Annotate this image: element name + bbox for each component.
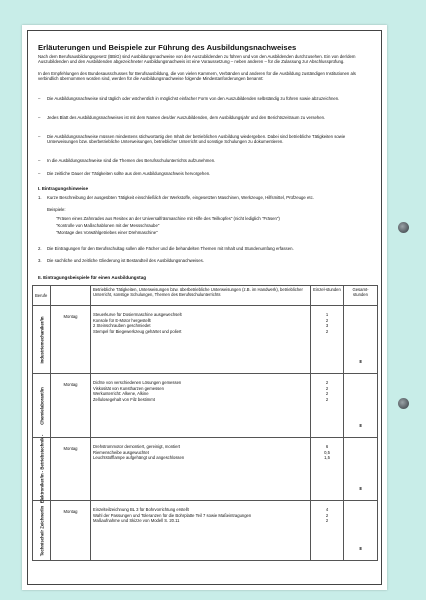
beruf-cell: Industriemechaniker/in [33,306,51,374]
example-item: "Kontrolle von Maßschablonen mit der Messschraube" [56,222,160,228]
hours-value: 1 [325,312,329,317]
activity-line: 2 Steinschrauben geschmiedet [93,323,151,329]
day-cell: Montag [51,438,91,501]
activities-cell [91,374,311,438]
activity-line: Dichte von verschiedenen Lösungen gemessen [93,380,182,385]
hours-value: 0,5 [324,449,330,455]
activities-cell [91,501,311,561]
activity-line: Konsole für E-Motor hergestellt [93,317,151,323]
activity-line: Viskosität von Kunstharzen gemessen [93,385,164,391]
hours-value: 2 [325,518,329,524]
total-cell: 8 [344,306,378,374]
document-sheet [22,25,387,590]
requirement-item: – Die Ausbildungsnachweise sind täglich oder wöchentlich in möglichst einfacher Form von den Auszubildenden selbständig zu führen sowie abzuzeichnen. [38,96,340,101]
header-total-hours: Gesamt-stunden [344,286,378,306]
hours-cell [311,306,344,374]
activity-line: Stempel für Biegewerkzeug gehärtet und poliert [93,328,182,334]
hours-cell [311,501,344,561]
beruf-cell: Chemielaborant/in [33,374,51,438]
requirement-item: – Die zeitliche Dauer der Tätigkeiten sollte aus dem Ausbildungsnachweis hervorgehen. [38,171,211,176]
day-cell: Montag [51,374,91,438]
activities-cell [91,438,311,501]
activities-cell [91,306,311,374]
hours-value: 3 [325,323,329,329]
table-header-row [33,286,378,306]
hours-value: 2 [325,391,329,397]
day-cell: Montag [51,501,91,561]
total-cell: 8 [344,501,378,561]
hours-value: 2 [325,380,329,385]
activity-line: Leuchtstofflampe aufgehängt und angeschlossen [93,455,185,461]
document-frame [27,30,382,585]
day-cell: Montag [51,306,91,374]
section-heading-2: II. Eintragungsbeispiele für einen Ausbildungstag [38,275,147,280]
hours-cell [311,438,344,501]
hours-value: 2 [325,512,329,518]
activity-line: Einzelteilzeichnung BL 3 für Bohrvorrichtung erstellt [93,507,189,512]
hours-cell [311,374,344,438]
examples-label: Beispiele: [47,207,66,212]
activity-line: Zellulosegehalt von Filz bestimmt [93,396,155,402]
activity-line: Wahl der Passungen und Toleranzen für die Bohrplatte Teil 7 sowie Maßeintragungen [93,512,252,518]
beruf-cell: Technische/r Zeichner/in [33,501,51,561]
examples-list [56,216,280,236]
activity-line: Steuerkurve für Dosiermaschine ausgewechselt [93,312,182,317]
table-row [33,374,378,438]
header-day [51,286,91,306]
hours-value: 2 [325,317,329,323]
instruction-item-3: 3. Die sachliche und zeitliche Gliederung ist Bestandteil des Ausbildungsnachweises. [38,258,204,263]
instruction-item-2: 2. Die Eintragungen für den Berufsschultag sollen alle Fächer und die behandelten Themen mit Inhalt und Stundenumfang erfassen. [38,246,294,251]
example-table [32,285,378,561]
header-activity: Betriebliche Tätigkeiten, Unterweisungen bzw. überbetriebliche Unterweisungen (z.B. im Handwerk), betrieblicher Unterricht, sonstige Schulungen, Themen des Berufsschulunterrichts [91,286,311,306]
activity-line: Riemenscheibe ausgewuchtet [93,449,149,455]
hours-value: 2 [325,385,329,391]
activity-line: Maßaufnahme und Skizze von Modell S. 20.11 [93,518,180,524]
intro-paragraph-1: Nach dem Berufsausbildungsgesetz (BBiG) sind Ausbildungsnachweise von den Auszubildenden zu führen und von den Ausbildenden durchzusehen. Ein von der/dem Auszubildenden und den Ausbildenden abgezeichneter Ausbildungsnachweis ist eine Voraussetzung – neben anderen – für die Zulassung zur Abschlussprüfung. [38,54,356,65]
example-item: "Fräsen eines Zahnrades aus Resitex an der Universalfräsmaschine mit Hilfe des Teilkopfes" (nicht lediglich "Fräsen") [56,216,280,221]
requirement-item: – In die Ausbildungsnachweise sind die Themen des Berufsschulunterrichts aufzunehmen. [38,158,216,163]
instruction-item-1: 1. Kurze Beschreibung der ausgeübten Tätigkeit einschließlich der Werkstoffe, eingesetzten Maschinen, Werkzeuge, Hilfsmittel, Prüfzeuge etc. [38,195,314,200]
document-title: Erläuterungen und Beispiele zur Führung des Ausbildungsnachweises [38,43,297,52]
hours-value: 1,5 [324,455,330,461]
header-berufe: Berufe [33,286,51,306]
beruf-cell: Elektroniker/in - Betriebstechnik - [33,438,51,501]
total-cell: 8 [344,438,378,501]
binder-hole-top [398,222,409,233]
hours-value: 2 [325,328,329,334]
activity-line: Werkunterricht: Alkene, Alkine [93,391,149,397]
requirement-item: – Die Ausbildungsnachweise müssen mindestens stichwortartig den Inhalt der betrieblichen Ausbildung wiedergeben. Dabei sind betriebliche Tätigkeiten sowie Unterweisungen bzw. überbetriebliche Unterweisungen, betrieblicher Unterricht und sonstige Schulungen zu dokumentieren. [38,134,346,145]
binder-hole-bottom [398,398,409,409]
activity-line: Drehstrommotor demontiert, gereinigt, montiert [93,444,181,449]
table-row [33,306,378,374]
hours-value: 2 [325,396,329,402]
table-row [33,438,378,501]
requirement-item: – Jedes Blatt des Ausbildungsnachweises ist mit dem Namen des/der Auszubildenden, dem Ausbildungsjahr und den Berichtszeitraum zu versehen. [38,115,326,120]
hours-value: 4 [325,507,329,512]
total-cell: 8 [344,374,378,438]
table-row [33,501,378,561]
hours-value: 6 [325,444,329,449]
example-item: "Montage des Vorwählgetriebes einer Drehmaschine" [56,229,158,235]
section-heading-1: I. Eintragungshinweise [38,186,89,191]
intro-paragraph-2: In den Empfehlungen des Bundesausschusses für Berufsausbildung, die von vielen Kammern, Verbänden und anderen für die Ausbildung zuständigen Institutionen als verbindlich übernommen worden sind, werden für die Ausbildungsnachweise folgende Mindestanforderungen benannt: [38,71,356,82]
header-single-hours: Einzel-stunden [311,286,344,306]
